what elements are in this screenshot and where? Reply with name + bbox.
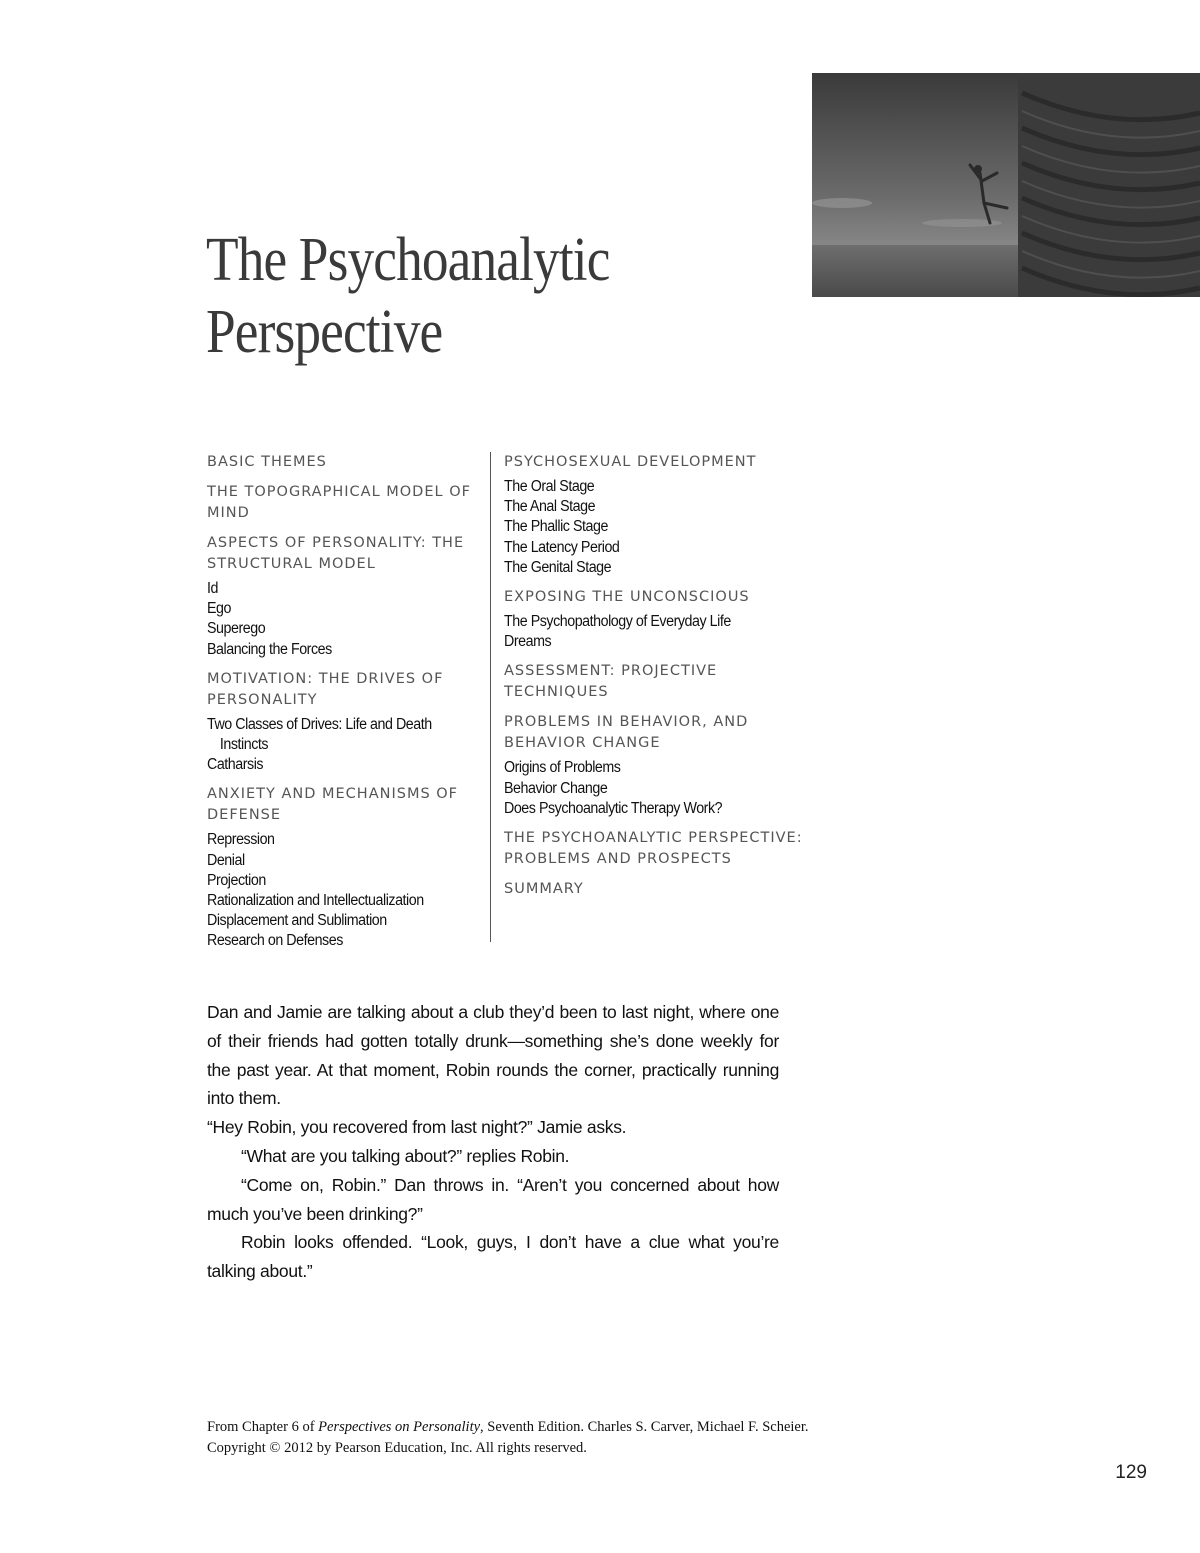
chapter-opening-text <box>207 998 779 1286</box>
outline-section-heading: PSYCHOSEXUAL DEVELOPMENT <box>504 454 757 470</box>
outline-section-heading: MOTIVATION: THE DRIVES OF PERSONALITY <box>207 670 444 708</box>
outline-section <box>504 828 804 870</box>
outline-left-column <box>207 452 482 961</box>
outline-subsection: Behavior Change <box>504 779 608 797</box>
outline-subsection: The Phallic Stage <box>504 518 608 536</box>
outline-section-heading: PROBLEMS IN BEHAVIOR, AND BEHAVIOR CHANGE <box>504 714 749 752</box>
body-paragraph: Robin looks offended. “Look, guys, I don’t have a clue what you’re talking about.” <box>207 1232 779 1282</box>
body-paragraph: “What are you talking about?” replies Robin. <box>241 1145 570 1166</box>
outline-subsection: Ego <box>207 600 232 618</box>
outline-section <box>207 669 482 776</box>
outline-section <box>504 879 804 900</box>
body-paragraph: Dan and Jamie are talking about a club they’d been to last night, where one of their friends had gotten totally drunk—something she’s done weekly for the past year. At that moment, Robin rounds the corner, practically running into them. <box>207 1002 779 1109</box>
outline-subsection: Repression <box>207 831 275 849</box>
outline-subsection: Catharsis <box>207 756 264 774</box>
outline-subsection: Displacement and Sublimation <box>207 912 387 930</box>
figure-jumping-in-field-image <box>812 73 1200 297</box>
outline-section-heading: ANXIETY AND MECHANISMS OF DEFENSE <box>207 786 459 824</box>
outline-section <box>207 482 482 524</box>
outline-section <box>504 661 804 703</box>
outline-section-heading: SUMMARY <box>504 881 584 898</box>
source-suffix: , Seventh Edition. Charles S. Carver, Michael F. Scheier. <box>480 1419 809 1435</box>
outline-right-column <box>490 452 804 942</box>
chapter-title-line1: The Psychoanalytic <box>206 226 610 294</box>
outline-subsection: Dreams <box>504 633 552 651</box>
outline-section-heading: BASIC THEMES <box>207 454 327 470</box>
page-number: 129 <box>1115 1462 1147 1483</box>
outline-section <box>504 452 804 578</box>
outline-subsection: The Latency Period <box>504 538 620 556</box>
outline-section-heading: THE TOPOGRAPHICAL MODEL OF MIND <box>207 484 471 521</box>
outline-section-heading: ASSESSMENT: PROJECTIVE TECHNIQUES <box>504 663 718 701</box>
outline-subsection: Projection <box>207 871 266 889</box>
chapter-outline <box>0 452 1200 952</box>
chapter-photo <box>812 73 1200 297</box>
source-line <box>207 1417 927 1438</box>
outline-section <box>207 533 482 660</box>
outline-subsection: The Psychopathology of Everyday Life <box>504 613 731 631</box>
outline-subsection: Rationalization and Intellectualization <box>207 892 424 910</box>
outline-section <box>504 587 804 652</box>
outline-subsection: Superego <box>207 620 266 638</box>
outline-subsection: The Genital Stage <box>504 558 612 576</box>
outline-subsection: Research on Defenses <box>207 932 343 950</box>
outline-section-heading: THE PSYCHOANALYTIC PERSPECTIVE: PROBLEMS AND PROSPECTS <box>504 830 803 868</box>
outline-subsection: The Oral Stage <box>504 478 595 495</box>
copyright-line: Copyright © 2012 by Pearson Education, Inc. All rights reserved. <box>207 1440 587 1456</box>
outline-subsection: Id <box>207 580 218 597</box>
book-title: Perspectives on Personality <box>318 1419 481 1435</box>
chapter-title-line2: Perspective <box>206 298 443 366</box>
outline-subsection: The Anal Stage <box>504 498 596 516</box>
outline-subsection: Balancing the Forces <box>207 640 332 658</box>
outline-subsection: Denial <box>207 851 245 869</box>
outline-subsection: Two Classes of Drives: Life and Death Instincts <box>207 715 432 754</box>
outline-section <box>504 712 804 819</box>
outline-section-heading: EXPOSING THE UNCONSCIOUS <box>504 589 750 606</box>
source-footnote <box>207 1417 927 1459</box>
outline-section <box>207 452 482 473</box>
outline-section-heading: ASPECTS OF PERSONALITY: THE STRUCTURAL MODEL <box>207 535 465 572</box>
chapter-title <box>206 224 610 368</box>
outline-section <box>207 784 482 951</box>
source-prefix: From Chapter 6 of <box>207 1419 319 1435</box>
outline-subsection: Does Psychoanalytic Therapy Work? <box>504 799 723 817</box>
outline-subsection: Origins of Problems <box>504 759 621 777</box>
body-paragraph: “Hey Robin, you recovered from last night?” Jamie asks. <box>207 1117 627 1138</box>
body-paragraph: “Come on, Robin.” Dan throws in. “Aren’t you concerned about how much you’ve been drinking?” <box>207 1174 779 1224</box>
